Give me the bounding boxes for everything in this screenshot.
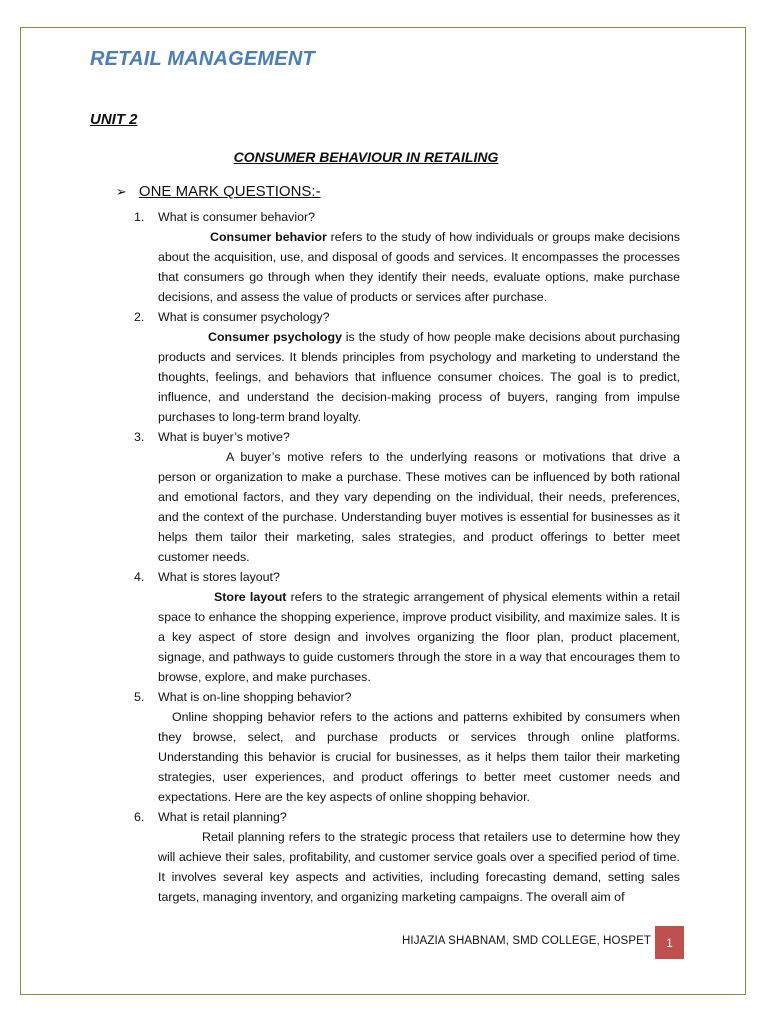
answer-term: Consumer psychology: [208, 330, 342, 344]
question-item: [134, 567, 680, 687]
question-text: What is on-line shopping behavior?: [158, 690, 352, 704]
question-item: [134, 427, 680, 567]
section-heading: [116, 183, 321, 200]
answer-text: [158, 327, 680, 427]
question-number: 6.: [134, 810, 145, 824]
answer-body: refers to the study of how individuals or groups make decisions about the acquisition, use, and disposal of goods and services. It encompasses the processes that consumers go through when they identify their needs, evaluate options, make purchase decisions, and assess the value of products or services after purchase.: [158, 230, 680, 304]
answer-text: [158, 227, 680, 307]
question-text: What is retail planning?: [158, 810, 287, 824]
question-list: [134, 207, 680, 907]
answer-body: Online shopping behavior refers to the actions and patterns exhibited by consumers when they browse, select, and purchase products or services through online platforms. Understanding this behavior is crucial for businesses, as it helps them tailor their marketing strategies, user experiences, and product offerings to better meet customer needs and expectations. Here are the key aspects of online shopping behavior.: [158, 710, 680, 804]
question-text: What is consumer psychology?: [158, 310, 330, 324]
answer-term: Store layout: [214, 590, 287, 604]
section-heading-text: ONE MARK QUESTIONS:-: [138, 183, 321, 200]
question-text: What is consumer behavior?: [158, 210, 316, 224]
chapter-heading: CONSUMER BEHAVIOUR IN RETAILING: [233, 149, 499, 165]
question-text: What is buyer’s motive?: [158, 430, 290, 444]
page-number-badge: 1: [655, 926, 684, 959]
document-title: RETAIL MANAGEMENT: [90, 48, 315, 70]
answer-term: Consumer behavior: [210, 230, 327, 244]
question-number: 1.: [134, 210, 145, 224]
question-item: [134, 687, 680, 807]
question-number: 4.: [134, 570, 145, 584]
answer-text: [158, 707, 680, 807]
answer-body: Retail planning refers to the strategic process that retailers use to determine how they will achieve their sales, profitability, and customer service goals over a specified period of time. It involves several key aspects and activities, including forecasting demand, setting sales targets, managing inventory, and organizing marketing campaigns. The overall aim of: [158, 830, 680, 904]
question-item: [134, 807, 680, 907]
answer-text: [158, 587, 680, 687]
answer-text: [158, 447, 680, 567]
question-item: [134, 307, 680, 427]
answer-text: [158, 827, 680, 907]
page-footer: HIJAZIA SHABNAM, SMD COLLEGE, HOSPET: [402, 935, 651, 947]
question-number: 3.: [134, 430, 145, 444]
answer-body: A buyer’s motive refers to the underlying reasons or motivations that drive a person or organization to make a purchase. These motives can be influenced by both rational and emotional factors, and they vary depending on the individual, their needs, preferences, and the context of the purchase. Understanding buyer motives is essential for businesses as it helps them tailor their marketing, sales strategies, and product offerings to better meet customer needs.: [158, 450, 680, 564]
unit-heading: UNIT 2: [90, 111, 138, 128]
answer-body: is the study of how people make decisions about purchasing products and services. It blends principles from psychology and marketing to understand the thoughts, feelings, and behaviors that influence consumer choices. The goal is to predict, influence, and understand the decision-making process of buyers, ranging from impulse purchases to long-term brand loyalty.: [158, 330, 680, 424]
question-number: 5.: [134, 690, 145, 704]
question-text: What is stores layout?: [158, 570, 280, 584]
answer-body: refers to the strategic arrangement of physical elements within a retail space to enhance the shopping experience, improve product visibility, and maximize sales. It is a key aspect of store design and involves organizing the floor plan, product placement, signage, and pathways to guide customers through the store in a way that encourages them to browse, explore, and make purchases.: [158, 590, 680, 684]
question-number: 2.: [134, 310, 145, 324]
question-item: [134, 207, 680, 307]
arrow-bullet-icon: ➢: [116, 183, 127, 199]
